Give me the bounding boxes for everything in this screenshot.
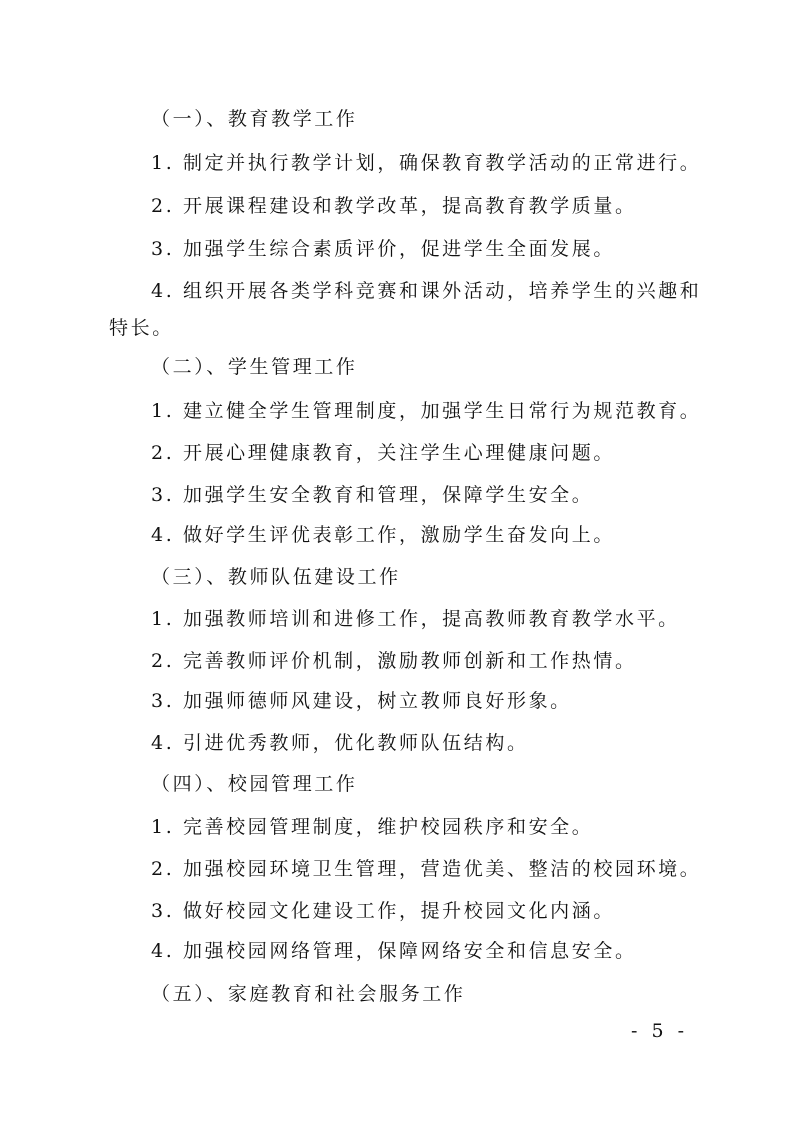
list-item-continuation: 特长。 <box>109 317 174 339</box>
list-item: 3. 加强学生综合素质评价，促进学生全面发展。 <box>151 238 615 260</box>
section-heading-2: （二）、学生管理工作 <box>151 356 358 378</box>
section-heading-1: （一）、教育教学工作 <box>151 108 358 130</box>
list-item: 1. 完善校园管理制度，维护校园秩序和安全。 <box>151 816 594 838</box>
section-heading-5: （五）、家庭教育和社会服务工作 <box>151 983 466 1005</box>
list-item: 2. 完善教师评价机制，激励教师创新和工作热情。 <box>151 650 637 672</box>
list-item: 2. 开展心理健康教育，关注学生心理健康问题。 <box>151 442 615 464</box>
list-item: 2. 开展课程建设和教学改革，提高教育教学质量。 <box>151 195 637 217</box>
list-item: 4. 做好学生评优表彰工作，激励学生奋发向上。 <box>151 524 615 546</box>
list-item: 1. 制定并执行教学计划，确保教育教学活动的正常进行。 <box>151 152 702 174</box>
section-heading-4: （四）、校园管理工作 <box>151 773 358 795</box>
page-number: - 5 - <box>631 1020 689 1042</box>
list-item: 4. 加强校园网络管理，保障网络安全和信息安全。 <box>151 940 637 962</box>
list-item: 2. 加强校园环境卫生管理，营造优美、整洁的校园环境。 <box>151 858 702 880</box>
list-item: 1. 建立健全学生管理制度，加强学生日常行为规范教育。 <box>151 400 702 422</box>
list-item: 3. 加强学生安全教育和管理，保障学生安全。 <box>151 484 594 506</box>
section-heading-3: （三）、教师队伍建设工作 <box>151 566 401 588</box>
list-item: 3. 加强师德师风建设，树立教师良好形象。 <box>151 690 572 712</box>
list-item: 4. 组织开展各类学科竞赛和课外活动，培养学生的兴趣和 <box>151 280 702 302</box>
list-item: 4. 引进优秀教师，优化教师队伍结构。 <box>151 732 529 754</box>
list-item: 1. 加强教师培训和进修工作，提高教师教育教学水平。 <box>151 608 680 630</box>
list-item: 3. 做好校园文化建设工作，提升校园文化内涵。 <box>151 900 615 922</box>
